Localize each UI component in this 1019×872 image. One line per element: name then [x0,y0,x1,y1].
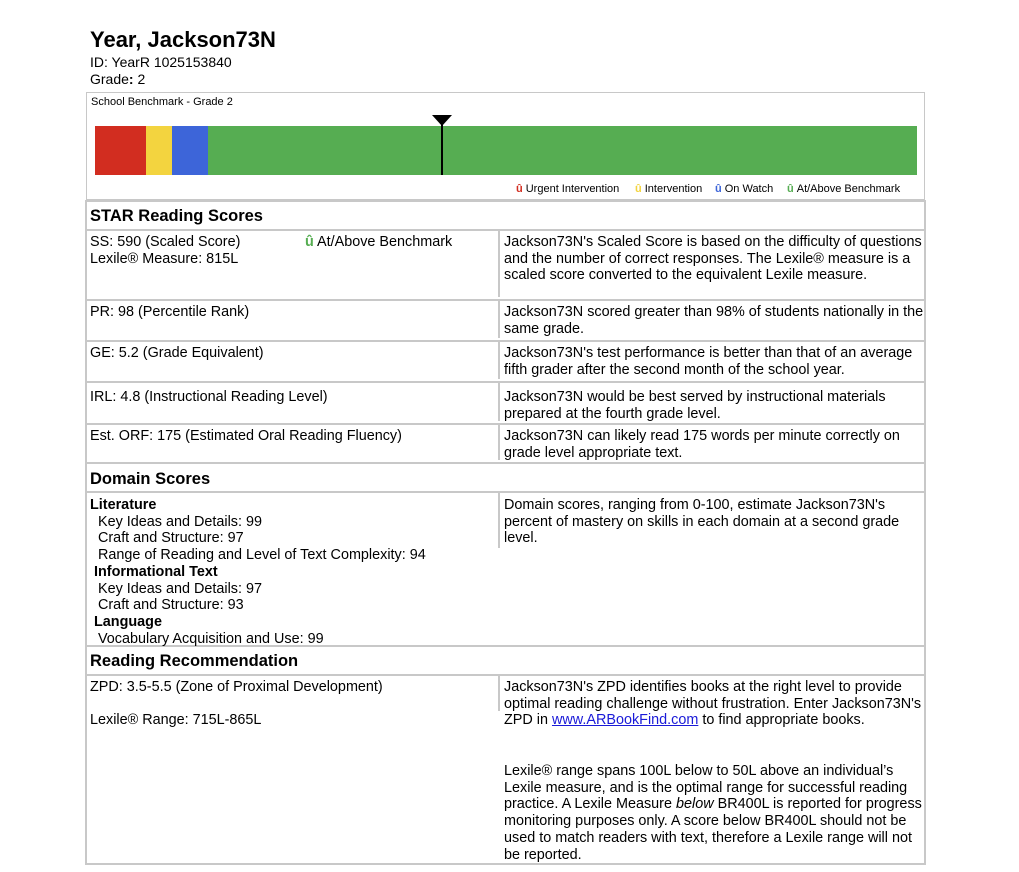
legend-urgent-intervention: û Urgent Intervention [516,183,620,195]
divider [85,299,926,301]
legend-intervention: û Intervention [635,183,703,195]
domain-description: Domain scores, ranging from 0-100, estimate Jackson73N's percent of mastery on skills in each domain at a second grade level. [504,497,900,547]
list-item: Craft and Structure: 93 [98,597,244,614]
recommendation-section-title: Reading Recommendation [90,652,299,670]
percentile-rank-description: Jackson73N scored greater than 98% of students nationally in the same grade. [504,304,924,337]
divider [85,462,926,464]
scaled-score-description: Jackson73N's Scaled Score is based on the difficulty of questions and the number of correct responses. The Lexile® measure is a scaled score converted to the equivalent Lexile measure. [504,234,922,284]
literature-heading: Literature [90,497,157,513]
bar-intervention [146,126,172,175]
grade-equivalent: GE: 5.2 (Grade Equivalent) [90,345,264,361]
column-divider [498,383,500,421]
instructional-reading-level: IRL: 4.8 (Instructional Reading Level) [90,389,328,405]
list-item: Key Ideas and Details: 99 [98,513,263,530]
bar-urgent-intervention [95,126,146,175]
benchmark-status: û At/Above Benchmark [305,234,453,250]
legend-on-watch: û On Watch [715,183,774,195]
divider [85,381,926,383]
divider [85,674,926,676]
lexile-range: Lexile® Range: 715L-865L [90,712,262,728]
grade-label: Grade [90,71,129,87]
informational-text-heading: Informational Text [94,563,218,580]
list-item: Craft and Structure: 97 [98,530,244,547]
id-value: YearR 1025153840 [111,54,232,70]
grade-equivalent-description: Jackson73N's test performance is better than that of an average fifth grader after the second month of the school year. [504,345,913,378]
lexile-range-description: Lexile® range spans 100L below to 50L above an individual’s Lexile measure, and is the optimal range for successful reading practice. A Lexile Measure below BR400L is reported for progress monitoring purposes only. A score below BR400L should not be used to match readers with text, therefore a Lexile range will not be reported. [504,763,922,863]
instructional-reading-level-description: Jackson73N would be best served by instructional materials prepared at the fourth grade level. [504,389,886,422]
language-heading: Language [94,613,162,630]
column-divider [498,231,500,297]
bar-on-watch [172,126,208,175]
bar-at-above-benchmark [208,126,917,175]
star-section-title: STAR Reading Scores [90,207,263,225]
list-item: Key Ideas and Details: 97 [98,580,263,597]
domain-score-list [90,497,490,647]
zpd-description: Jackson73N's ZPD identifies books at the right level to provide optimal reading challenge without frustration. Enter Jackson73N's ZPD in www.ARBookFind.com to find appropriate books. [504,679,922,729]
arrow-up-icon: û [635,183,642,195]
divider [85,423,926,425]
id-label: ID: [90,54,108,70]
student-id [90,54,232,70]
arrow-up-icon: û [715,183,722,195]
scaled-score: SS: 590 (Scaled Score) [90,234,241,250]
divider [85,863,926,865]
divider [85,200,926,202]
column-divider [498,493,500,548]
score-marker-line [441,122,443,175]
divider [85,340,926,342]
grade-value: 2 [137,71,146,87]
student-name: Year, Jackson73N [90,27,276,52]
divider [85,491,926,493]
arrow-up-icon: û [305,234,314,250]
list-item: Range of Reading and Level of Text Complexity: 94 [98,547,426,564]
score-marker-icon [432,115,452,126]
arrow-up-icon: û [787,183,794,195]
arbookfind-link[interactable]: www.ARBookFind.com [551,712,699,729]
percentile-rank: PR: 98 (Percentile Rank) [90,304,250,320]
column-divider [498,301,500,338]
divider [85,229,926,231]
column-divider [498,676,500,711]
legend-at-above-benchmark: û At/Above Benchmark [787,183,901,195]
list-item: Vocabulary Acquisition and Use: 99 [98,630,324,647]
column-divider [498,425,500,460]
oral-reading-fluency: Est. ORF: 175 (Estimated Oral Reading Fluency) [90,428,402,444]
domain-section-title: Domain Scores [90,470,211,488]
oral-reading-fluency-description: Jackson73N can likely read 175 words per minute correctly on grade level appropriate text. [504,428,900,461]
column-divider [498,342,500,379]
zpd-range: ZPD: 3.5-5.5 (Zone of Proximal Development) [90,679,383,695]
lexile-measure: Lexile® Measure: 815L [90,251,239,267]
benchmark-title: School Benchmark - Grade 2 [91,96,233,108]
arrow-up-icon: û [516,183,523,195]
student-grade: Grade: 2 [90,71,146,87]
